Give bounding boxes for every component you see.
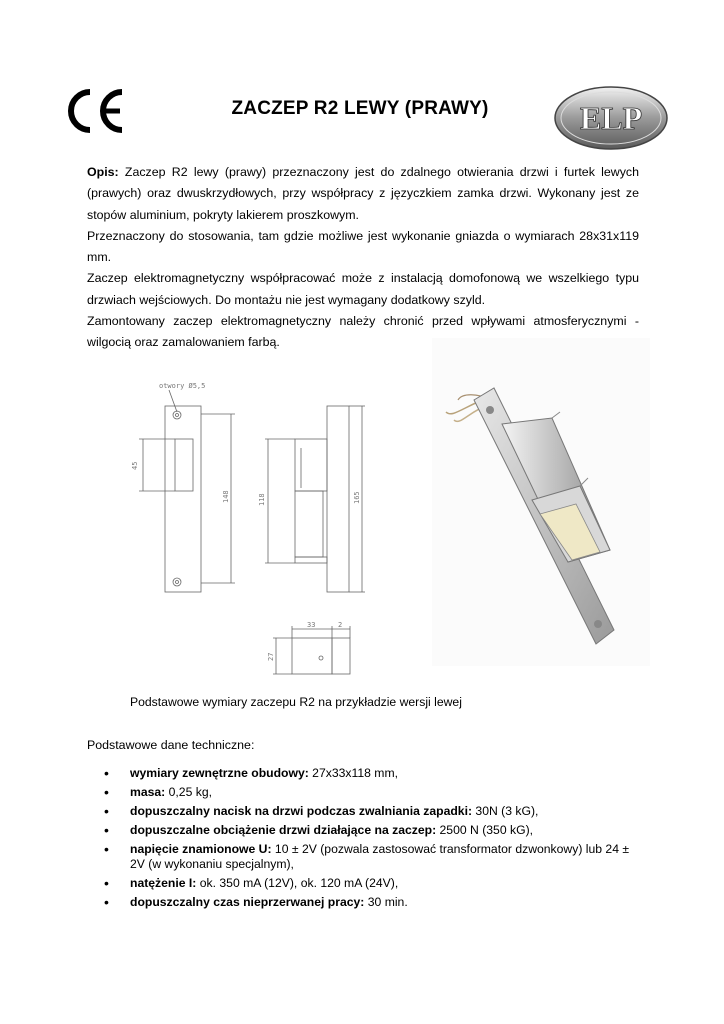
ce-mark-icon <box>62 86 128 136</box>
spec-item <box>104 842 644 872</box>
figure-caption: Podstawowe wymiary zaczepu R2 na przykładzie wersji lewej <box>130 695 462 709</box>
dim-148: 148 <box>222 490 230 503</box>
bullet-icon: • <box>104 894 109 910</box>
spec-item <box>104 804 644 819</box>
description-paragraph <box>87 162 639 226</box>
bullet-icon: • <box>104 841 109 857</box>
logo-text: ELP <box>579 100 643 136</box>
description-text-2: Przeznaczony do stosowania, tam gdzie możliwe jest wykonanie gniazda o wymiarach 28x31x119 mm. <box>87 228 639 265</box>
dim-165: 165 <box>353 491 361 504</box>
dim-33: 33 <box>307 621 316 629</box>
spec-value: 10 ± 2V (pozwala zastosować transformator dzwonkowy) lub 24 ± 2V (w wykonaniu specjalnym), <box>130 842 630 871</box>
spec-label: napięcie znamionowe U: <box>130 842 272 856</box>
page-title: ZACZEP R2 LEWY (PRAWY) <box>231 98 489 119</box>
description-text-3: Zaczep elektromagnetyczny współpracować może z instalacją domofonową we wszelkiego typu drzwiach wejściowych. Do montażu nie jest wymagany dodatkowy szyld. <box>87 271 639 307</box>
bullet-icon: • <box>104 803 109 819</box>
spec-label: natężenie I: <box>130 876 197 890</box>
dim-118: 118 <box>258 493 266 506</box>
spec-label: dopuszczalny czas nieprzerwanej pracy: <box>130 895 365 909</box>
spec-value: 2500 N (350 kG), <box>436 823 534 837</box>
spec-value: 30N (3 kG), <box>472 804 539 818</box>
spec-label: dopuszczalny nacisk na drzwi podczas zwalniania zapadki: <box>130 804 473 818</box>
bullet-icon: • <box>104 784 109 800</box>
spec-item <box>104 876 644 891</box>
tech-heading: Podstawowe dane techniczne: <box>87 738 255 752</box>
description-text-1: Zaczep R2 lewy (prawy) przeznaczony jest do zdalnego otwierania drzwi i furtek lewych (prawych) oraz dwuskrzydłowych, przy współpracy z języczkiem zamka drzwi. Wykonany jest ze stopów aluminium, pokryty lakierem proszkowym. <box>87 165 639 222</box>
spec-value: 27x33x118 mm, <box>308 766 398 780</box>
description-label: Opis: <box>87 165 119 179</box>
technical-drawing <box>125 378 375 678</box>
spec-list <box>104 766 644 914</box>
product-photo <box>432 338 650 666</box>
bullet-icon: • <box>104 765 109 781</box>
dim-2: 2 <box>338 621 343 629</box>
bullet-icon: • <box>104 875 109 891</box>
dim-27: 27 <box>267 652 275 661</box>
spec-label: dopuszczalne obciążenie drzwi działające na zaczep: <box>130 823 437 837</box>
description <box>87 162 639 354</box>
spec-label: masa: <box>130 785 166 799</box>
bullet-icon: • <box>104 822 109 838</box>
spec-value: 0,25 kg, <box>165 785 212 799</box>
spec-value: 30 min. <box>364 895 408 909</box>
spec-item <box>104 785 644 800</box>
spec-value: ok. 350 mA (12V), ok. 120 mA (24V), <box>196 876 399 890</box>
spec-item <box>104 766 644 781</box>
holes-label: otwory Ø5,5 <box>159 382 206 390</box>
spec-item <box>104 895 644 910</box>
spec-label: wymiary zewnętrzne obudowy: <box>130 766 309 780</box>
dim-45: 45 <box>131 461 139 470</box>
description-text-4: Zamontowany zaczep elektromagnetyczny należy chronić przed wpływami atmosferycznymi - wilgocią oraz zamalowaniem farbą. <box>87 314 639 350</box>
elp-logo <box>552 84 670 152</box>
spec-item <box>104 823 644 838</box>
